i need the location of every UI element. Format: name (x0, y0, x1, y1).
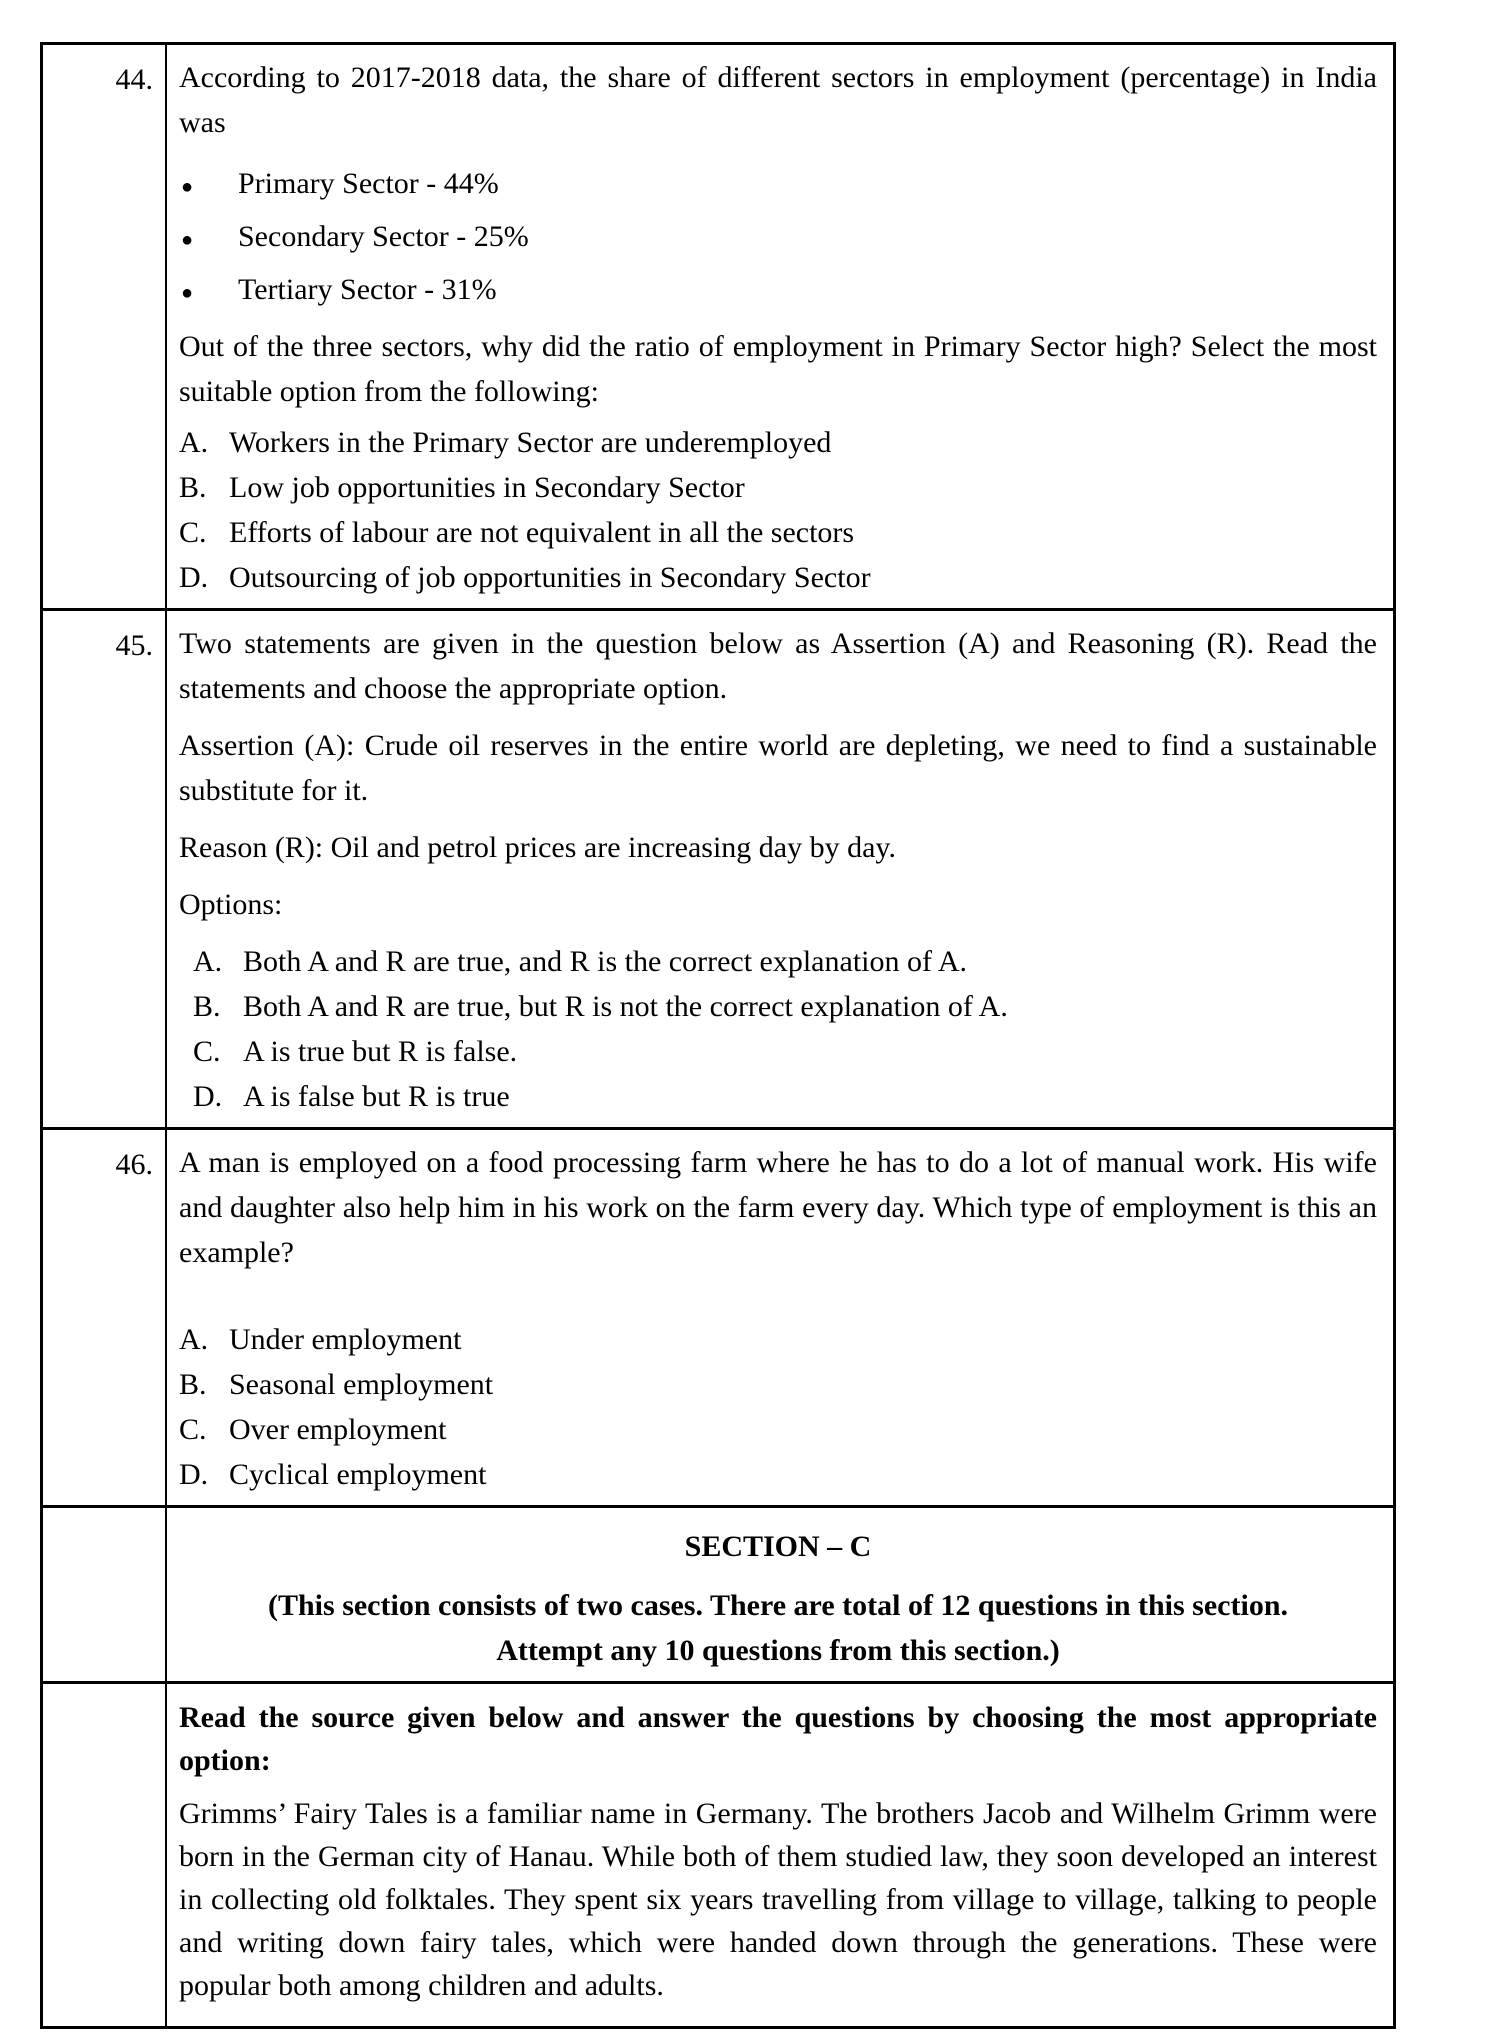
question-row-44 (43, 45, 1393, 608)
bullet-item (181, 159, 1377, 212)
option-a (179, 420, 1377, 465)
source-row (43, 1681, 1393, 2026)
blank-spacer (179, 1275, 1377, 1317)
option-a (193, 939, 1377, 984)
question-45-content (167, 611, 1393, 1127)
option-text: Low job opportunities in Secondary Sector (229, 471, 745, 504)
question-44-intro: According to 2017-2018 data, the share of different sectors in employment (percentage) in India was (179, 61, 1377, 139)
question-45-intro: Two statements are given in the question below as Assertion (A) and Reasoning (R). Read the statements and choose the appropriate option. (179, 627, 1377, 705)
section-header-content (167, 1508, 1393, 1681)
option-text: Efforts of labour are not equivalent in all the sectors (229, 516, 855, 549)
source-instruction: Read the source given below and answer the questions by choosing the most appropriate option: (179, 1701, 1377, 1777)
bullet-item (181, 265, 1377, 318)
source-passage: Grimms’ Fairy Tales is a familiar name in Germany. The brothers Jacob and Wilhelm Grimm were born in the German city of Hanau. While both of them studied law, they soon developed an interest in collecting old folktales. They spent six years travelling from village to village, talking to people and writing down fairy tales, which were handed down through the generations. These were popular both among children and adults. (179, 1797, 1377, 2002)
question-table (40, 42, 1396, 2029)
sector-bullet-list (179, 151, 1377, 324)
option-letter: A. (179, 426, 209, 459)
question-number-45: 45. (43, 611, 167, 1127)
option-b (193, 984, 1377, 1029)
option-text: Seasonal employment (229, 1368, 494, 1401)
option-c (193, 1029, 1377, 1074)
option-c (179, 510, 1377, 555)
bullet-item (181, 212, 1377, 265)
option-letter: D. (179, 561, 209, 594)
section-note-line-2: Attempt any 10 questions from this section.) (496, 1634, 1060, 1667)
option-letter: B. (179, 471, 207, 504)
source-content (167, 1684, 1393, 2026)
bullet-text: Primary Sector - 44% (238, 167, 499, 200)
question-44-options (179, 420, 1377, 600)
option-d (179, 1452, 1377, 1497)
option-text: Workers in the Primary Sector are underemployed (229, 426, 832, 459)
bullet-icon: ● (181, 176, 194, 198)
bullet-icon: ● (181, 282, 194, 304)
option-letter: C. (193, 1035, 221, 1068)
bullet-text: Secondary Sector - 25% (238, 220, 529, 253)
option-text: Under employment (229, 1323, 462, 1356)
option-text: Over employment (229, 1413, 447, 1446)
option-text: Outsourcing of job opportunities in Secondary Sector (229, 561, 871, 594)
section-title: SECTION – C (684, 1530, 872, 1563)
option-c (179, 1407, 1377, 1452)
question-number-46: 46. (43, 1130, 167, 1505)
option-letter: D. (179, 1458, 209, 1491)
question-row-46 (43, 1127, 1393, 1505)
reason-text: Reason (R): Oil and petrol prices are increasing day by day. (179, 831, 896, 864)
empty-number-cell (43, 1684, 167, 2026)
option-text: Both A and R are true, but R is not the correct explanation of A. (243, 990, 1008, 1023)
option-text: A is true but R is false. (243, 1035, 518, 1068)
question-44-content (167, 45, 1393, 608)
assertion-text: Assertion (A): Crude oil reserves in the entire world are depleting, we need to find a sustainable substitute for it. (179, 729, 1377, 807)
question-46-content (167, 1130, 1393, 1505)
question-46-options (179, 1317, 1377, 1497)
section-header-row (43, 1505, 1393, 1681)
option-text: Cyclical employment (229, 1458, 487, 1491)
options-label: Options: (179, 888, 283, 921)
option-b (179, 465, 1377, 510)
option-letter: A. (193, 945, 223, 978)
option-letter: C. (179, 1413, 207, 1446)
option-text: Both A and R are true, and R is the correct explanation of A. (243, 945, 967, 978)
option-letter: A. (179, 1323, 209, 1356)
option-letter: D. (193, 1080, 223, 1113)
question-45-options (193, 939, 1377, 1119)
bullet-text: Tertiary Sector - 31% (238, 273, 497, 306)
option-b (179, 1362, 1377, 1407)
bullet-icon: ● (181, 229, 194, 251)
empty-number-cell (43, 1508, 167, 1681)
question-row-45 (43, 608, 1393, 1127)
section-note-line-1: (This section consists of two cases. There are total of 12 questions in this section. (268, 1589, 1288, 1622)
question-46-intro: A man is employed on a food processing farm where he has to do a lot of manual work. His wife and daughter also help him in his work on the farm every day. Which type of employment is this an example? (179, 1146, 1377, 1269)
option-letter: B. (193, 990, 221, 1023)
option-d (193, 1074, 1377, 1119)
question-44-prompt: Out of the three sectors, why did the ratio of employment in Primary Sector high? Select the most suitable option from the following: (179, 330, 1377, 408)
option-letter: C. (179, 516, 207, 549)
option-d (179, 555, 1377, 600)
option-letter: B. (179, 1368, 207, 1401)
option-text: A is false but R is true (243, 1080, 510, 1113)
question-number-44: 44. (43, 45, 167, 608)
option-a (179, 1317, 1377, 1362)
